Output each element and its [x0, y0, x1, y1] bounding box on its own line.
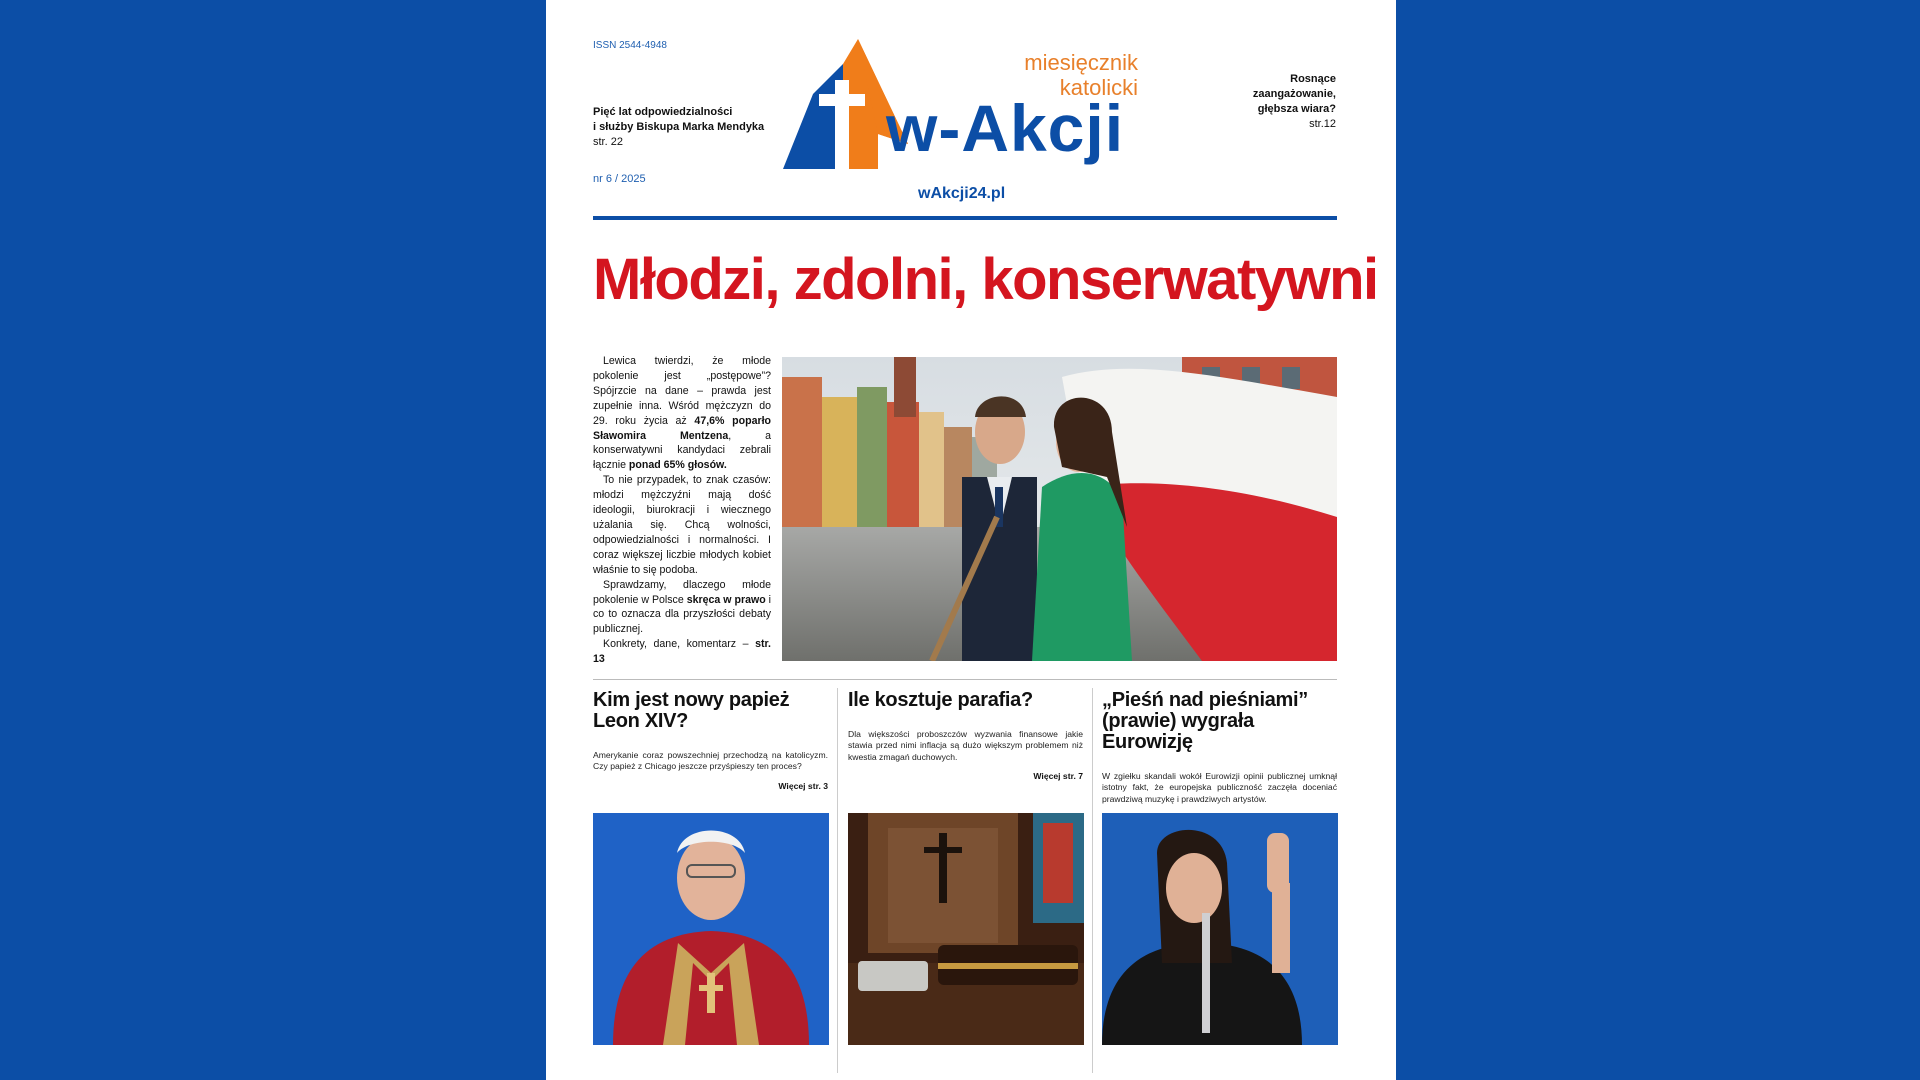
article-title: „Pieśń nad pieśniami” (prawie) wygrała Eurowizję — [1102, 689, 1308, 753]
left-teaser[interactable] — [593, 105, 783, 150]
article-pope[interactable] — [593, 690, 828, 791]
lead-article-text — [593, 354, 771, 667]
lead-text-part: i co to oznacza dla przyszłości debaty publicznej. — [593, 593, 772, 636]
read-more-link[interactable]: Więcej str. 7 — [1033, 771, 1083, 782]
issn-number: ISSN 2544-4948 — [593, 40, 667, 51]
website-link[interactable]: wAkcji24.pl — [918, 185, 1006, 202]
right-teaser-title-line1: Rosnące — [1290, 73, 1336, 85]
right-teaser-page: str.12 — [1309, 118, 1336, 130]
pope-photo[interactable] — [593, 813, 829, 1045]
article-text: Amerykanie coraz powszechniej przechodzą na katolicyzm. Czy papież z Chicago jeszcze przyśpieszy ten proces? — [593, 750, 828, 772]
main-photo[interactable] — [782, 357, 1337, 661]
lead-paragraph-2: To nie przypadek, to znak czasów: młodzi mężczyźni mają dość ideologii, biurokracji i wiecznego użalania się. Chcą wolności, odpowiedzialności i normalności. I coraz większej liczbie młodych kobiet właśnie to się podoba. — [593, 474, 771, 576]
column-divider — [1092, 688, 1093, 1073]
right-teaser-title-line2: zaangażowanie, — [1252, 88, 1336, 100]
lead-text-part: Lewica twierdzi, że młode pokolenie jest „postępowe”? Spójrzcie na dane – prawda jest zupełnie inna. Wśród mężczyzn do 29. roku życia aż — [593, 355, 771, 427]
left-teaser-title-line2: i służby Biskupa Marka Mendyka — [593, 121, 765, 133]
logo-text: w-Akcji — [886, 91, 1125, 165]
section-divider — [593, 679, 1337, 680]
masthead-divider — [593, 216, 1337, 220]
lead-text-part: , a konserwatywni kandydaci zebrali łącznie — [593, 429, 772, 472]
lead-text-part: Konkrety, dane, komentarz – — [603, 638, 756, 651]
tagline-line1: miesięcznik — [1024, 50, 1138, 75]
article-title: Ile kosztuje parafia? — [848, 689, 1033, 711]
main-headline[interactable]: Młodzi, zdolni, konserwatywni — [593, 247, 1378, 312]
lead-text-bold: 47,6% poparło Sławomira Mentzena — [593, 414, 771, 442]
article-text: W zgiełku skandali wokół Eurowizji opinii publicznej umknął istotny fakt, że europejska publiczność zaczęła doceniać prawdziwą muzykę i prawdziwych artystów. — [1102, 771, 1337, 804]
newspaper-front-page — [546, 0, 1396, 1080]
issue-number: nr 6 / 2025 — [593, 173, 646, 185]
lead-page-ref: str. 13 — [593, 638, 771, 666]
article-parish[interactable] — [848, 690, 1083, 781]
article-title: Kim jest nowy papież Leon XIV? — [593, 689, 790, 732]
lead-text-bold: skręca w prawo — [686, 593, 766, 606]
eurovision-photo[interactable] — [1102, 813, 1338, 1045]
right-teaser[interactable] — [1166, 72, 1336, 132]
tagline-line2: katolicki — [1059, 75, 1138, 100]
article-eurovision[interactable] — [1102, 690, 1337, 823]
right-teaser-title-line3: głębsza wiara? — [1257, 103, 1336, 115]
lead-text-part: Sprawdzamy, dlaczego młode pokolenie w Polsce — [593, 578, 771, 606]
parish-photo[interactable] — [848, 813, 1084, 1045]
left-teaser-title-line1: Pięć lat odpowiedzialności — [593, 106, 733, 118]
lead-text-bold: ponad 65% głosów. — [628, 459, 727, 472]
column-divider — [837, 688, 838, 1073]
article-text: Dla większości proboszczów wyzwania finansowe jakie stawia przed nimi inflacja są dużo większym problemem niż kwestia zmagań duchowych. — [848, 729, 1083, 762]
left-teaser-page: str. 22 — [593, 136, 623, 148]
read-more-link[interactable]: Więcej str. 3 — [778, 780, 828, 791]
